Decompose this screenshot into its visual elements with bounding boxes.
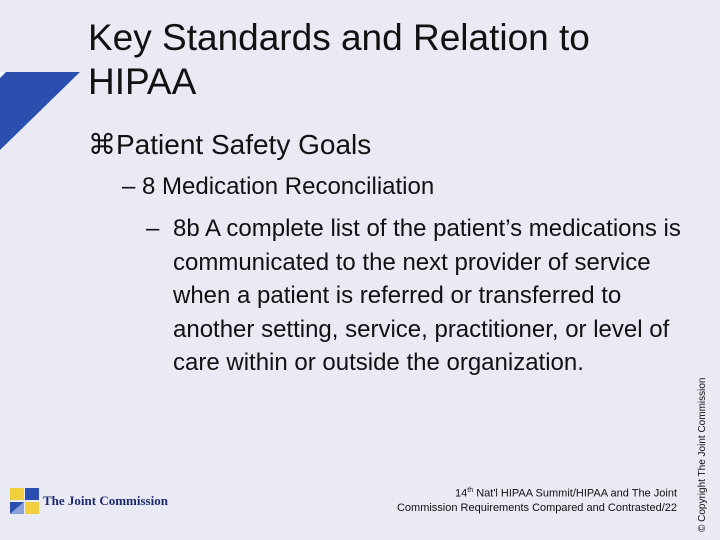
bullet-level-3-dash: – — [146, 215, 160, 242]
slide-title: Key Standards and Relation to HIPAA — [88, 17, 590, 102]
bullet-level-1-text: Patient Safety Goals — [116, 129, 372, 160]
footer-note — [340, 484, 677, 515]
joint-commission-logo — [10, 488, 168, 514]
bullet-level-3-text: 8b A complete list of the patient’s medications is communicated to the next provider of service when a patient is referred or transferred to another setting, service, practitioner, or level of care within or outside the organization. — [173, 215, 681, 376]
footer-line1-sup: th — [467, 487, 474, 494]
footer-line2: Commission Requirements Compared and Contrasted/22 — [396, 501, 677, 514]
footer-line1-prefix: 14 — [455, 487, 468, 500]
logo-text: The Joint Commission — [43, 493, 168, 508]
bullet-level-2 — [122, 172, 434, 202]
command-bullet-icon: ⌘ — [88, 129, 116, 160]
footer-line1-rest: Nat'l HIPAA Summit/HIPAA and The Joint — [473, 487, 677, 500]
joint-commission-logo-icon — [10, 488, 40, 514]
bullet-level-2-dash: – — [122, 173, 136, 200]
corner-decoration-icon — [0, 72, 80, 152]
copyright-notice: © Copyright The Joint Commission — [697, 377, 708, 532]
bullet-level-3 — [146, 212, 688, 380]
bullet-level-2-text: 8 Medication Reconciliation — [142, 173, 435, 200]
bullet-level-1 — [88, 127, 371, 163]
